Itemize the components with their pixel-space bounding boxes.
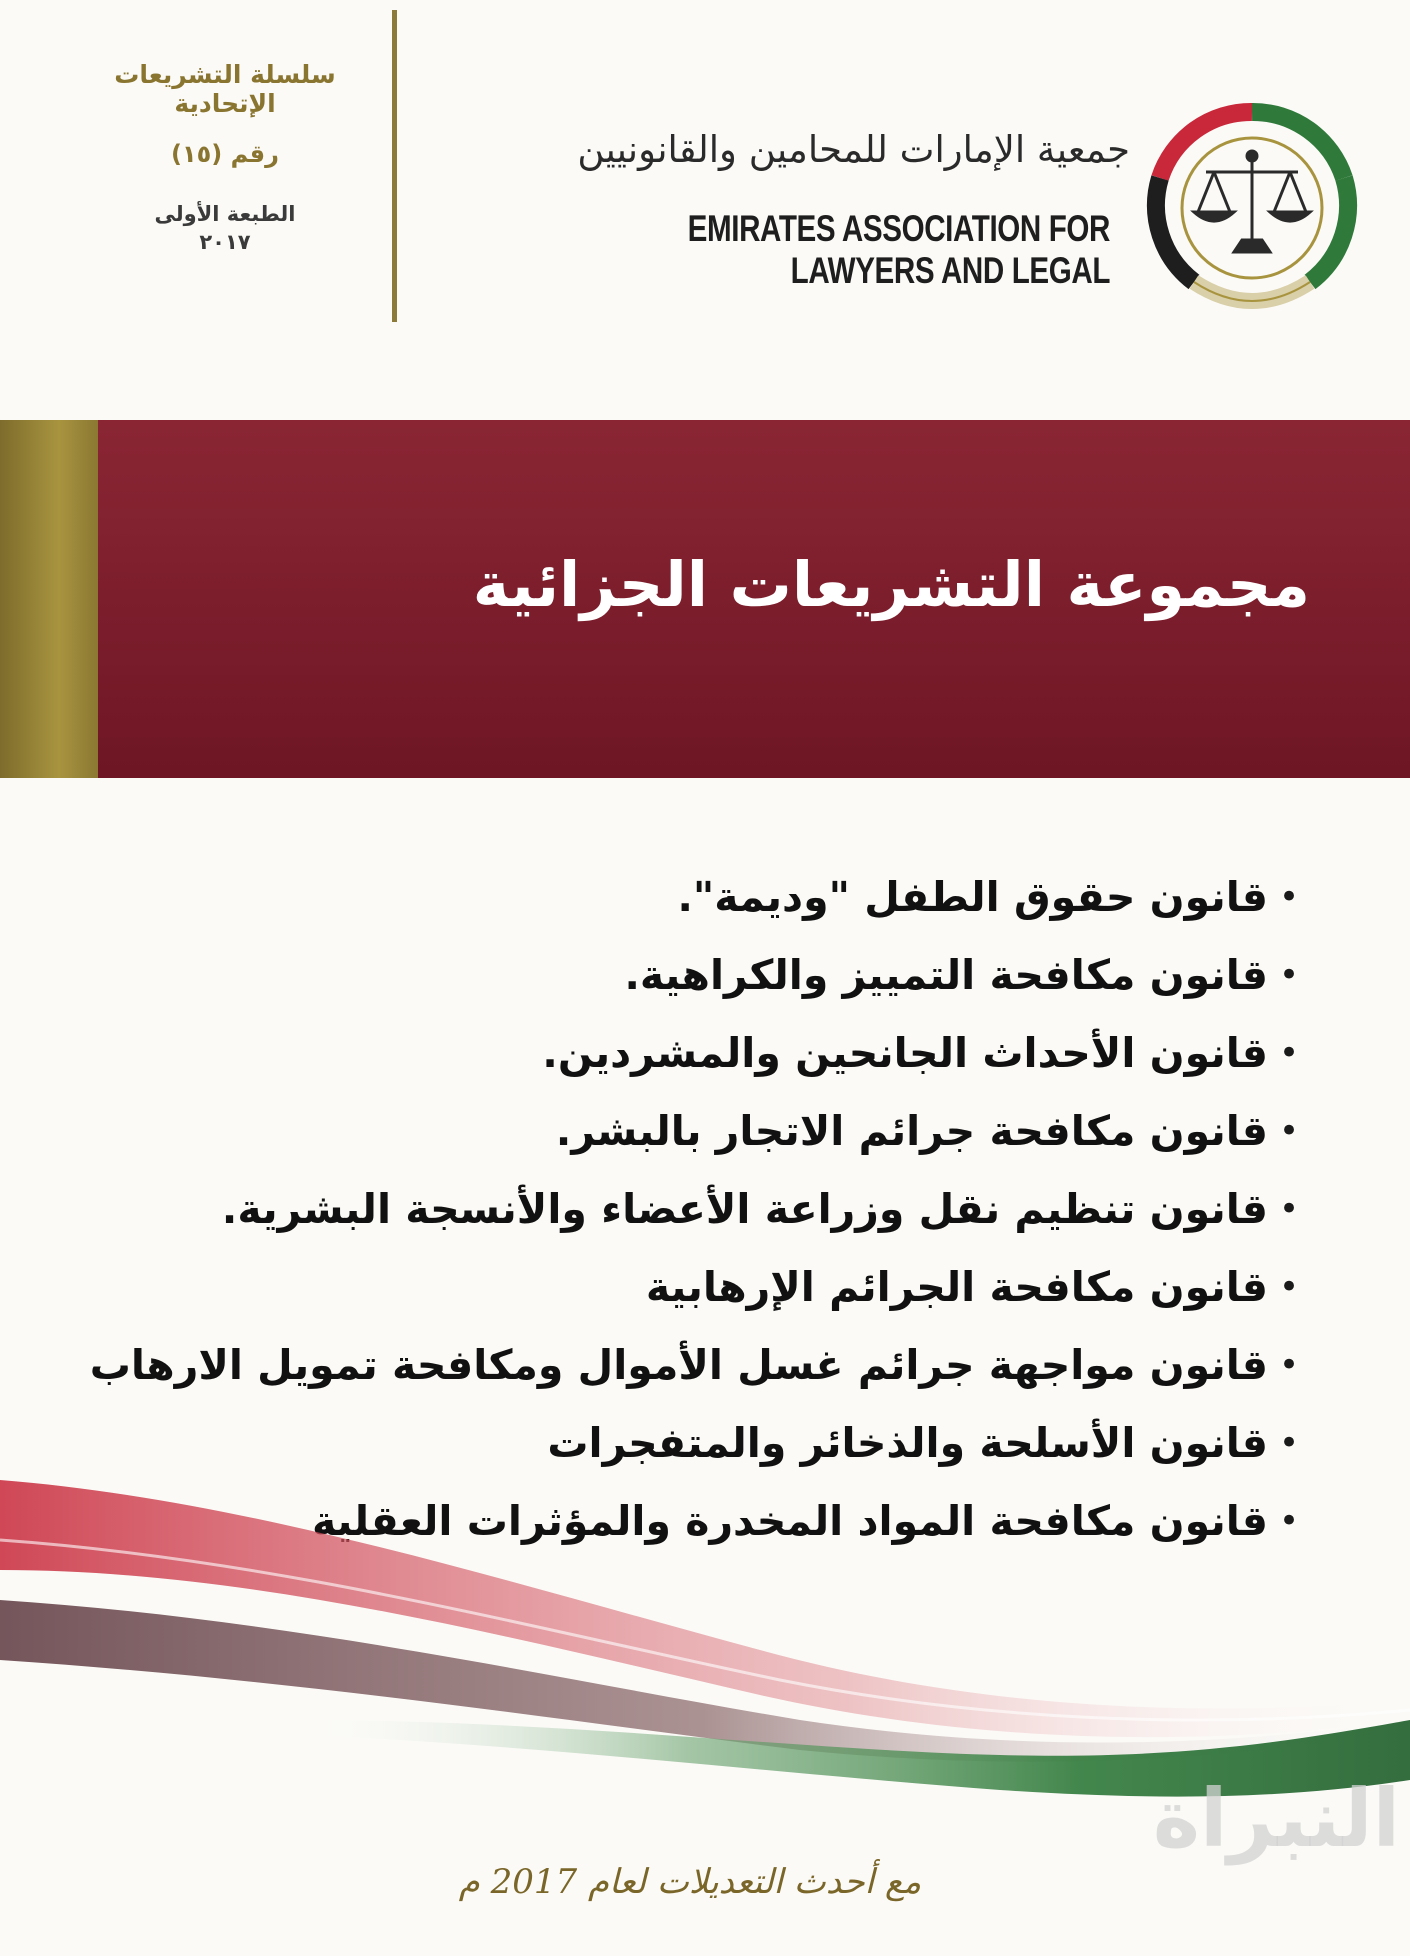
bullet-icon: • (1278, 1033, 1300, 1073)
banner-gold-stripe (0, 420, 98, 778)
law-title: قانون مكافحة جرائم الاتجار بالبشر. (555, 1107, 1268, 1155)
watermark (1152, 1772, 1400, 1912)
bullet-icon: • (1278, 1267, 1300, 1307)
association-logo (1134, 100, 1370, 314)
association-name-english: EMIRATES ASSOCIATION FOR LAWYERS AND LEGAL (687, 208, 1110, 291)
list-item (70, 936, 1310, 1014)
bullet-icon: • (1278, 1501, 1300, 1541)
watermark-logo: النبراة (1152, 1772, 1400, 1865)
list-item (70, 858, 1310, 936)
series-info (60, 60, 390, 254)
law-title: قانون مكافحة التمييز والكراهية. (624, 951, 1268, 999)
book-title: مجموعة التشريعات الجزائية (472, 548, 1310, 621)
list-item (70, 1014, 1310, 1092)
list-item (70, 1092, 1310, 1170)
series-title: سلسلة التشريعات الإتحادية (114, 60, 336, 118)
law-title: قانون مكافحة المواد المخدرة والمؤثرات العقلية (311, 1497, 1268, 1545)
edition-year: ٢٠١٧ (199, 230, 251, 254)
law-title: قانون مواجهة جرائم غسل الأموال ومكافحة تمويل الارهاب (89, 1341, 1268, 1389)
list-item (70, 1170, 1310, 1248)
bullet-icon: • (1278, 1189, 1300, 1229)
list-item (70, 1326, 1310, 1404)
law-title: قانون مكافحة الجرائم الإرهابية (645, 1263, 1268, 1311)
bullet-icon: • (1278, 877, 1300, 917)
header-divider (392, 10, 397, 322)
edition-label: الطبعة الأولى (154, 202, 296, 226)
bullet-icon: • (1278, 1423, 1300, 1463)
bullet-icon: • (1278, 1345, 1300, 1385)
list-item (70, 1248, 1310, 1326)
series-number: رقم (١٥) (171, 140, 279, 168)
law-title: قانون حقوق الطفل "وديمة". (677, 873, 1268, 921)
bullet-icon: • (1278, 1111, 1300, 1151)
scales-of-justice-icon (1194, 151, 1310, 252)
law-title: قانون الأسلحة والذخائر والمتفجرات (547, 1419, 1268, 1467)
association-name-arabic: جمعية الإمارات للمحامين والقانونيين (577, 128, 1130, 171)
law-title: قانون الأحداث الجانحين والمشردين. (542, 1029, 1268, 1077)
bullet-icon: • (1278, 955, 1300, 995)
law-title: قانون تنظيم نقل وزراعة الأعضاء والأنسجة البشرية. (221, 1185, 1268, 1233)
amendments-note: مع أحدث التعديلات لعام 2017 م (458, 1862, 922, 1902)
